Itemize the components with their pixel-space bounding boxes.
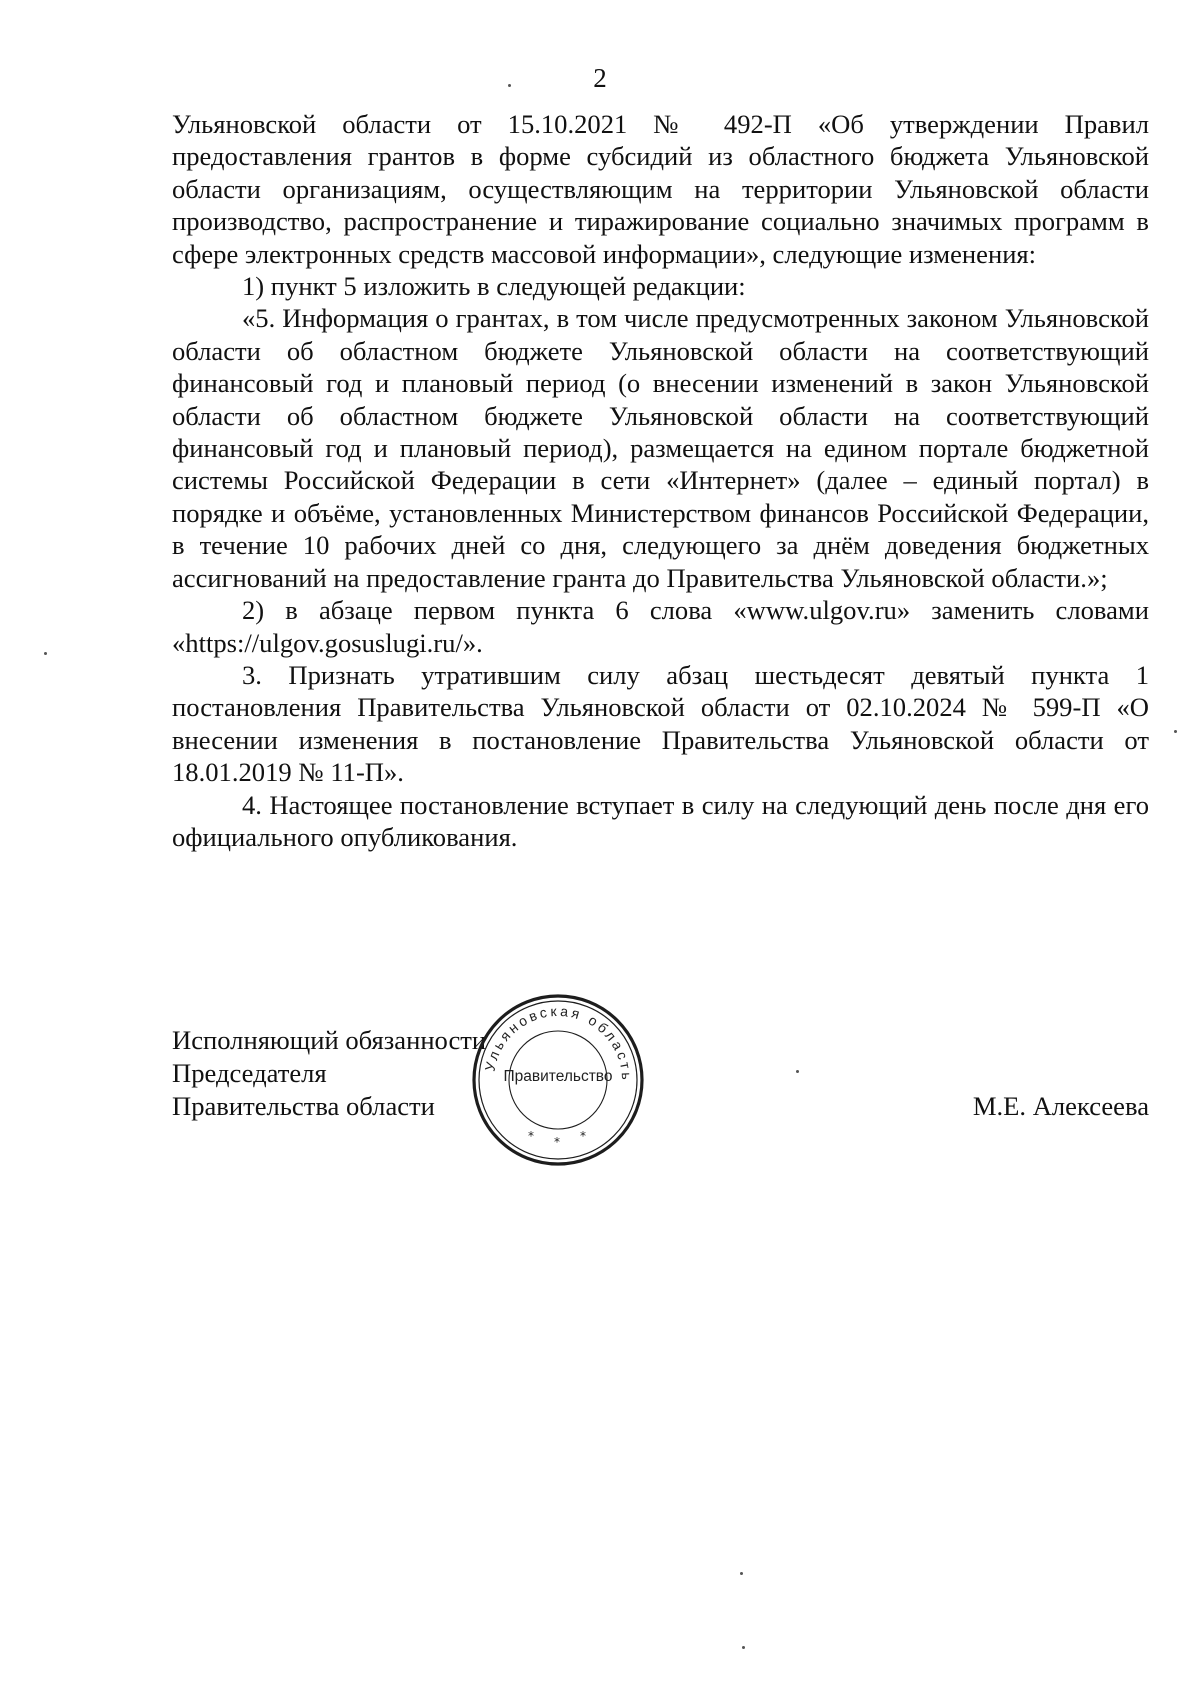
scan-speck <box>44 652 47 655</box>
scan-speck <box>1174 730 1177 733</box>
paragraph-item-2: 2) в абзаце первом пункта 6 слова «www.ulgov.ru» заменить словами «https://ulgov.gosuslugi.ru/». <box>172 595 1149 658</box>
signatory-name: М.Е. Алексеева <box>972 1091 1149 1121</box>
scan-speck <box>796 1070 799 1073</box>
document-body <box>172 108 1149 853</box>
signatory-title-line-2: Председателя <box>172 1058 327 1088</box>
official-seal <box>468 990 648 1170</box>
seal-star-icon: * <box>554 1135 560 1149</box>
paragraph-continuation: Ульяновской области от 15.10.2021 № 492-П «Об утверждении Правил предоставления грантов в форме субсидий из областного бюджета Ульяновской области организациям, осуществляющим на территории Ульяновской области производство, распространение и тиражирование социально значимых программ в сфере электронных средств массовой информации», следующие изменения: <box>172 109 1149 269</box>
signatory-title-line-1: Исполняющий обязанности <box>172 1025 487 1055</box>
seal-star-icon: * <box>580 1129 586 1143</box>
scan-speck <box>742 1646 745 1649</box>
seal-ring-text: Ульяновская область <box>481 1002 636 1083</box>
signatory-title <box>172 1024 486 1123</box>
seal-center-text: Правительство <box>503 1068 613 1085</box>
paragraph-point-4: 4. Настоящее постановление вступает в силу на следующий день после дня его официального опубликования. <box>172 789 1149 852</box>
paragraph-clause-5: «5. Информация о грантах, в том числе предусмотренных законом Ульяновской области об областном бюджете Ульяновской области на соответствующий финансовый год и плановый период (о внесении изменений в закон Ульяновской области об областном бюджете Ульяновской области на соответствующий финансовый год и плановый период), размещается на едином портале бюджетной системы Российской Федерации в сети «Интернет» (далее – единый портал) в порядке и объёме, установленных Министерством финансов Российской Федерации, в течение 10 рабочих дней со дня, следующего за днём доведения бюджетных ассигнований на предоставление гранта до Правительства Ульяновской области.»; <box>172 303 1149 593</box>
paragraph-point-3: 3. Признать утратившим силу абзац шестьдесят девятый пункта 1 постановления Правительства Ульяновской области от 02.10.2024 № 599-П «О внесении изменения в постановление Правительства Ульяновской области от 18.01.2019 № 11-П». <box>172 659 1149 788</box>
scan-speck <box>740 1572 743 1575</box>
paragraph-item-1: 1) пункт 5 изложить в следующей редакции: <box>242 271 746 302</box>
signature-block <box>172 1024 1149 1144</box>
page-number: 2 <box>593 63 607 93</box>
signatory-title-line-3: Правительства области <box>172 1091 435 1121</box>
seal-star-icon: * <box>528 1129 534 1143</box>
scan-speck <box>508 84 511 87</box>
